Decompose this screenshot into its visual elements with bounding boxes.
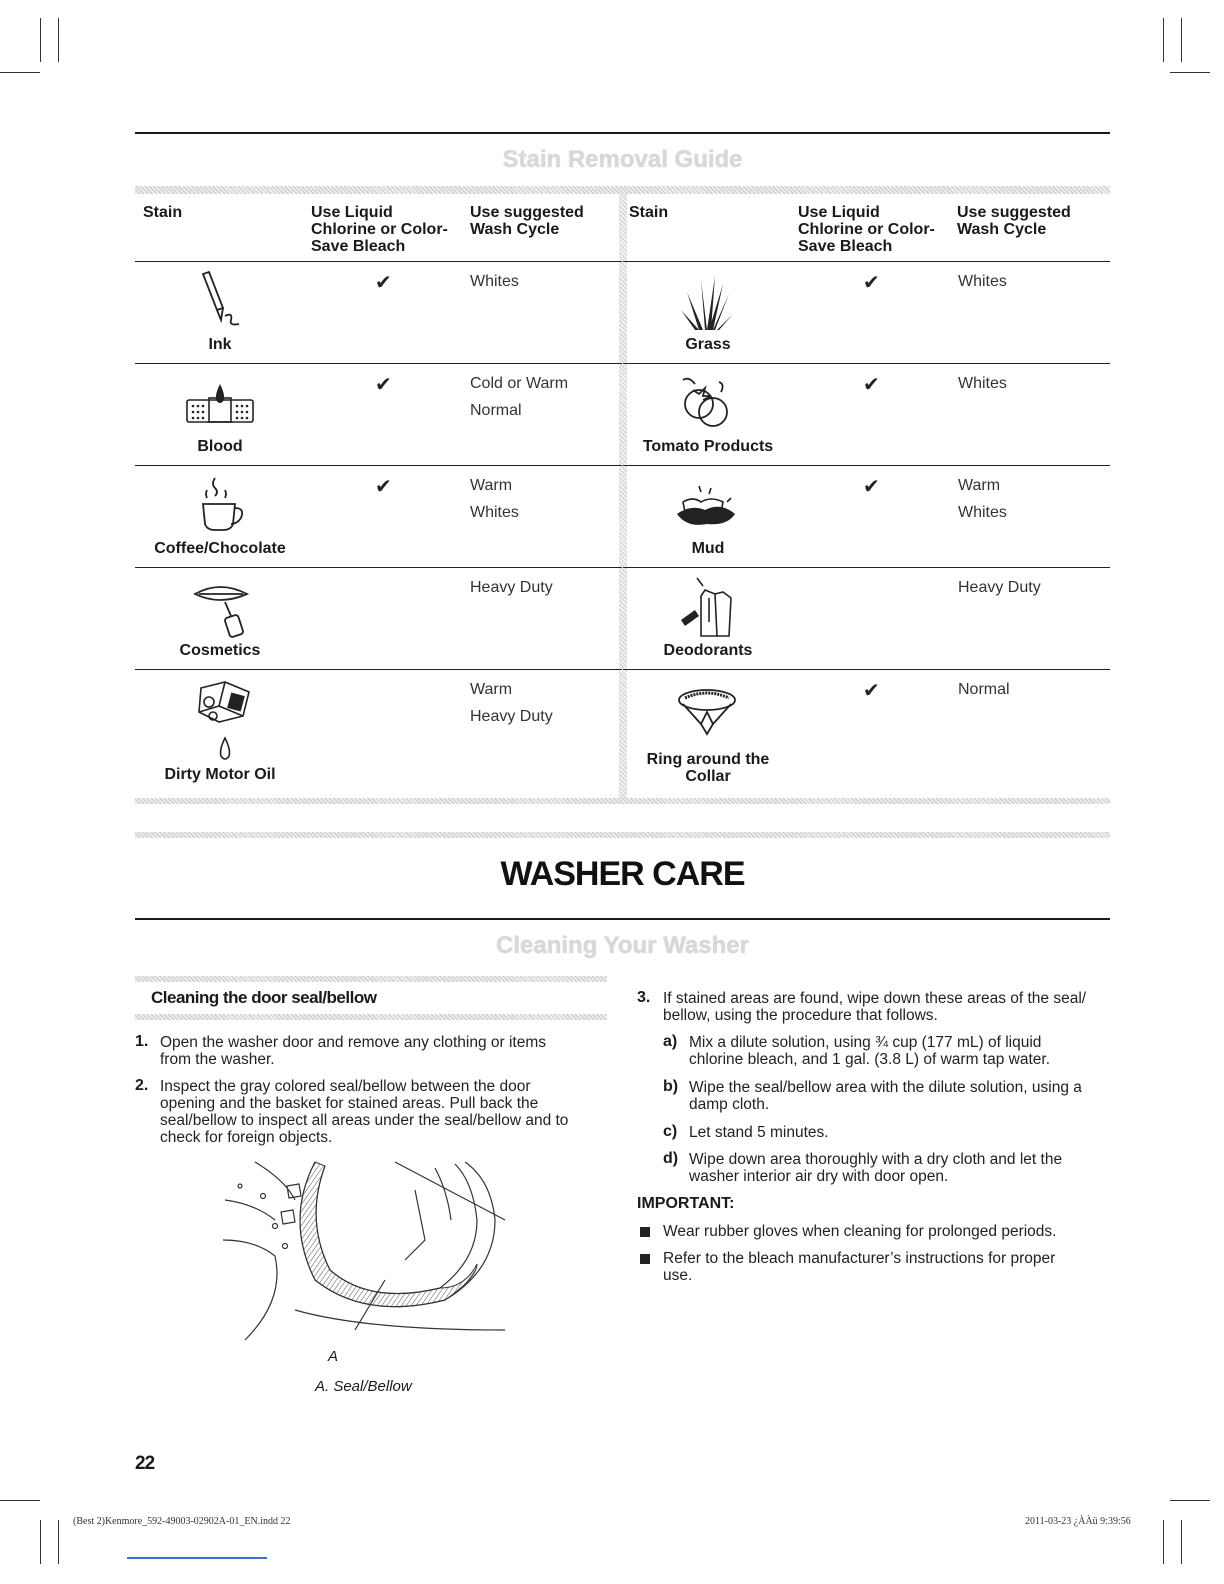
substep-text <box>689 1079 1109 1113</box>
cycle-line: Normal <box>470 402 522 419</box>
step-text <box>663 990 1113 1024</box>
wash-cycle <box>958 472 1007 526</box>
text-line: Wear rubber gloves when cleaning for prolonged periods. <box>663 1223 1057 1240</box>
header-line: Use Liquid <box>311 204 393 221</box>
cycle-line: Cold or Warm <box>470 375 569 392</box>
bullet-text <box>663 1223 1113 1240</box>
text-line: Inspect the gray colored seal/bellow between the door <box>160 1078 531 1095</box>
stain-name: Tomato Products <box>642 438 774 455</box>
stain-guide-title: Stain Removal Guide <box>502 146 743 173</box>
grass-icon <box>671 270 741 332</box>
header-bleach <box>311 204 448 255</box>
substep-letter: c) <box>663 1123 678 1140</box>
ink-pen-icon <box>185 270 255 332</box>
bullet-icon <box>640 1254 650 1264</box>
stain-name: Deodorants <box>663 642 753 659</box>
bleach-check: ✔ <box>375 374 392 396</box>
wash-cycle <box>470 472 519 526</box>
stain-name: Ink <box>208 336 232 353</box>
step-number: 2. <box>135 1077 149 1094</box>
crop-mark <box>58 1520 59 1564</box>
crop-mark <box>1163 18 1164 62</box>
text-line: Wipe down area thoroughly with a dry cloth and let the <box>689 1151 1063 1168</box>
substep-letter: d) <box>663 1150 679 1167</box>
stain-name-line: Ring around the <box>646 751 770 768</box>
cycle-line: Warm <box>958 477 1001 494</box>
bleach-check: ✔ <box>375 272 392 294</box>
cycle-line: Whites <box>958 273 1007 290</box>
wash-cycle <box>958 676 1010 703</box>
step-text <box>160 1078 610 1146</box>
table-row <box>623 567 1110 670</box>
stain-removal-table <box>135 194 1110 800</box>
text-line: If stained areas are found, wipe down these areas of the seal/ <box>663 990 1087 1007</box>
stain-table-right <box>623 194 1110 800</box>
stain-name: Dirty Motor Oil <box>164 766 276 783</box>
crop-mark <box>1163 1520 1164 1564</box>
figure-label: A <box>328 1348 339 1365</box>
stain-name: Coffee/Chocolate <box>154 540 286 557</box>
table-row <box>623 465 1110 568</box>
bleach-check: ✔ <box>375 476 392 498</box>
table-header <box>623 202 1110 264</box>
cycle-line: Whites <box>958 375 1007 392</box>
stain-name-line: Collar <box>685 768 731 785</box>
header-line: Chlorine or Color- <box>311 221 448 238</box>
crop-mark <box>1181 18 1182 62</box>
crop-mark <box>1170 1500 1210 1501</box>
text-line: Wipe the seal/bellow area with the dilute solution, using a <box>689 1079 1082 1096</box>
bleach-check: ✔ <box>863 476 880 498</box>
substep-letter: a) <box>663 1033 678 1050</box>
bleach-check: ✔ <box>863 680 880 702</box>
bullet-text <box>663 1250 1113 1284</box>
cycle-line: Heavy Duty <box>958 579 1041 596</box>
stain-name: Mud <box>691 540 725 557</box>
cycle-line: Heavy Duty <box>470 579 553 596</box>
cycle-line: Whites <box>470 504 519 521</box>
table-row <box>623 669 1110 801</box>
lipstick-icon <box>185 576 255 638</box>
wash-cycle <box>958 574 1041 601</box>
table-row <box>623 261 1110 364</box>
stain-name: Grass <box>685 336 731 353</box>
text-line: bellow, using the procedure that follows. <box>663 1007 938 1024</box>
header-cycle <box>957 204 1071 238</box>
page-title: WASHER CARE <box>500 855 745 893</box>
cycle-line: Whites <box>470 273 519 290</box>
wash-cycle <box>470 370 568 424</box>
header-stain: Stain <box>629 204 669 221</box>
bandage-icon <box>185 372 255 434</box>
hatch-band <box>135 186 1110 194</box>
text-line: Open the washer door and remove any clothing or items <box>160 1034 546 1051</box>
coffee-cup-icon <box>185 474 255 536</box>
header-cycle <box>470 204 584 238</box>
tomato-icon <box>671 372 741 434</box>
wash-cycle <box>470 268 519 295</box>
stain-name: Cosmetics <box>179 642 261 659</box>
step-number: 3. <box>637 989 651 1006</box>
wash-cycle <box>958 268 1007 295</box>
subsection-heading: Cleaning the door seal/bellow <box>151 988 377 1007</box>
cycle-line: Heavy Duty <box>470 708 553 725</box>
header-line: Use suggested <box>957 204 1071 221</box>
text-line: seal/bellow to inspect all areas under the seal/bellow and to <box>160 1112 569 1129</box>
cycle-line: Warm <box>470 477 513 494</box>
shirt-collar-icon <box>671 678 741 740</box>
crop-mark <box>1181 1520 1182 1564</box>
header-line: Save Bleach <box>311 238 406 255</box>
table-row <box>623 363 1110 466</box>
header-line: Save Bleach <box>798 238 893 255</box>
substep-letter: b) <box>663 1078 679 1095</box>
table-row <box>135 669 622 801</box>
text-line: from the washer. <box>160 1051 275 1068</box>
crop-mark <box>1170 72 1210 73</box>
text-line: Mix a dilute solution, using ¾ cup (177 mL) of liquid <box>689 1034 1042 1051</box>
header-line: Use suggested <box>470 204 584 221</box>
wash-cycle <box>958 370 1007 397</box>
footer-file: (Best 2)Kenmore_592-49003-02902A-01_EN.indd 22 <box>73 1516 291 1527</box>
text-line: Let stand 5 minutes. <box>689 1124 829 1141</box>
text-line: opening and the basket for stained areas. Pull back the <box>160 1095 539 1112</box>
mud-icon <box>671 474 741 536</box>
crop-mark <box>58 18 59 62</box>
cycle-line: Normal <box>958 681 1010 698</box>
stain-name: Blood <box>197 438 243 455</box>
stain-table-left <box>135 194 622 800</box>
table-row <box>135 567 622 670</box>
header-stain: Stain <box>143 204 183 221</box>
text-line: washer interior air dry with door open. <box>689 1168 949 1185</box>
hatch-band <box>135 1014 607 1020</box>
stain-name <box>623 751 793 785</box>
substep-text <box>689 1151 1109 1185</box>
hatch-band <box>135 976 607 982</box>
section-rule <box>135 918 1110 920</box>
text-line: check for foreign objects. <box>160 1129 333 1146</box>
engine-oil-icon <box>185 678 255 768</box>
hatch-band <box>135 832 1110 838</box>
header-line: Use Liquid <box>798 204 880 221</box>
footer-timestamp: 2011-03-23 ¿ÀÀü 9:39:56 <box>1025 1516 1131 1527</box>
hatch-band <box>135 798 1110 804</box>
cycle-line: Whites <box>958 504 1007 521</box>
header-bleach <box>798 204 935 255</box>
top-rule <box>135 132 1110 134</box>
header-line: Chlorine or Color- <box>798 221 935 238</box>
crop-mark <box>0 72 40 73</box>
figure-caption: A. Seal/Bellow <box>315 1378 412 1395</box>
step-number: 1. <box>135 1033 149 1050</box>
table-row <box>135 261 622 364</box>
wash-cycle <box>470 676 553 730</box>
table-row <box>135 363 622 466</box>
text-line: chlorine bleach, and 1 gal. (3.8 L) of warm tap water. <box>689 1051 1051 1068</box>
substep-text <box>689 1034 1109 1068</box>
door-seal-illustration <box>215 1160 515 1350</box>
substep-text <box>689 1124 1109 1141</box>
important-heading: IMPORTANT: <box>637 1195 735 1212</box>
wash-cycle <box>470 574 553 601</box>
crop-mark <box>40 1520 41 1564</box>
text-line: use. <box>663 1267 693 1284</box>
bleach-check: ✔ <box>863 374 880 396</box>
bullet-icon <box>640 1227 650 1237</box>
table-header <box>135 202 622 264</box>
section-title: Cleaning Your Washer <box>496 932 749 959</box>
text-line: Refer to the bleach manufacturer’s instructions for proper <box>663 1250 1056 1267</box>
step-text <box>160 1034 610 1068</box>
page-number: 22 <box>135 1453 155 1474</box>
table-row <box>135 465 622 568</box>
crop-mark <box>0 1500 40 1501</box>
bleach-check: ✔ <box>863 272 880 294</box>
cycle-line: Warm <box>470 681 513 698</box>
header-line: Wash Cycle <box>470 221 560 238</box>
text-line: damp cloth. <box>689 1096 770 1113</box>
crop-mark <box>40 18 41 62</box>
footer-link-underline[interactable] <box>127 1557 267 1559</box>
header-line: Wash Cycle <box>957 221 1047 238</box>
deodorant-spray-icon <box>671 576 741 638</box>
